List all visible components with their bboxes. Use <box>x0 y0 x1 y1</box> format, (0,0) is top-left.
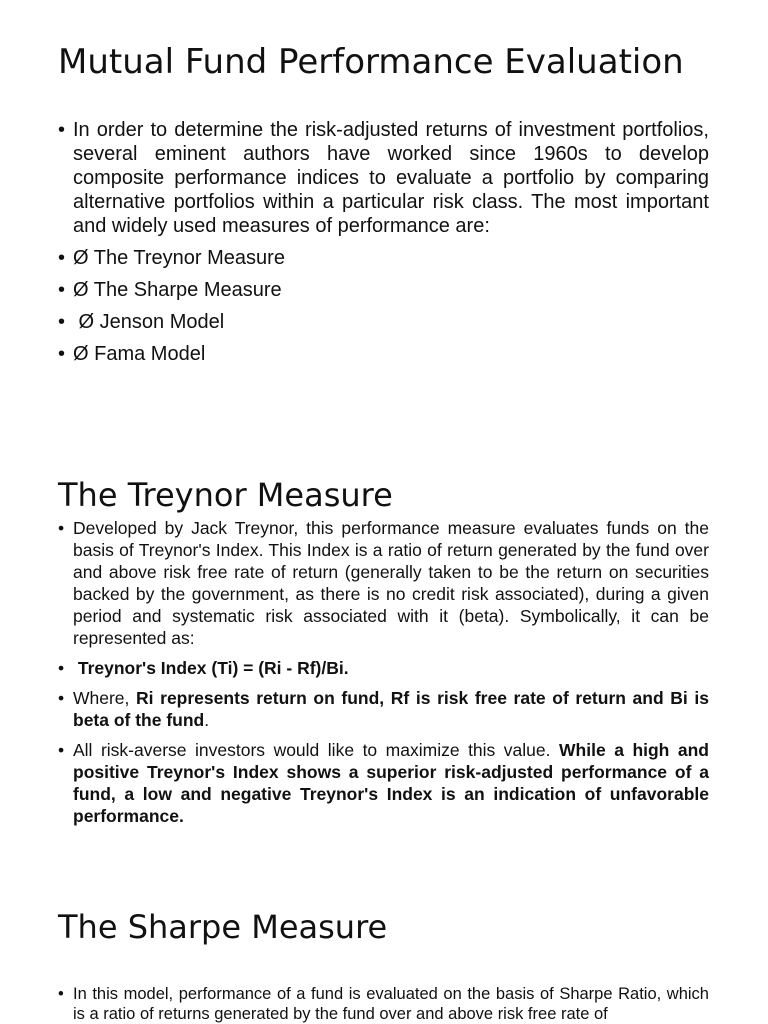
section-title-treynor: The Treynor Measure <box>58 476 393 514</box>
treynor-where <box>58 687 709 731</box>
where-prefix: Where, <box>73 688 137 708</box>
where-definitions: Ri represents return on fund, Rf is risk free rate of return and Bi is beta of the fund <box>73 688 709 730</box>
measure-item-jenson: • Ø Jenson Model <box>58 310 709 334</box>
treynor-description: • Developed by Jack Treynor, this performance measure evaluates funds on the basis of Treynor's Index. This Index is a ratio of return generated by the fund over and above risk free rate of return (generally taken to be the return on securities backed by the government, as there is no credit risk associated), during a given period and systematic risk associated with it (beta). Symbolically, it can be represented as: <box>58 517 709 649</box>
intro-paragraph: • In order to determine the risk-adjusted returns of investment portfolios, several eminent authors have worked since 1960s to develop composite performance indices to evaluate a portfolio by comparing alternative portfolios within a particular risk class. The most important and widely used measures of performance are: <box>58 118 709 238</box>
formula-text: Treynor's Index (Ti) = (Ri - Rf)/Bi. <box>73 658 349 678</box>
sharpe-description: • In this model, performance of a fund is evaluated on the basis of Sharpe Ratio, which is a ratio of returns generated by the fund over and above risk free rate of <box>58 984 709 1024</box>
section-title-sharpe: The Sharpe Measure <box>58 908 388 946</box>
treynor-interpretation <box>58 739 709 827</box>
evaluation-bullet-list <box>58 118 709 374</box>
measure-item-treynor: • Ø The Treynor Measure <box>58 246 709 270</box>
treynor-bullet-list <box>58 517 709 835</box>
section-title-performance-evaluation: Mutual Fund Performance Evaluation <box>58 42 684 82</box>
where-suffix: . <box>204 710 210 730</box>
sharpe-bullet-list <box>58 984 709 1024</box>
measure-item-sharpe: • Ø The Sharpe Measure <box>58 278 709 302</box>
treynor-formula <box>58 657 709 679</box>
interpretation-plain: All risk-averse investors would like to maximize this value. <box>73 740 560 760</box>
measure-item-fama: • Ø Fama Model <box>58 342 709 366</box>
interpretation-bold: While a high and positive Treynor's Index shows a superior risk-adjusted performance of a fund, a low and negative Treynor's Index is an indication of unfavorable performance. <box>73 740 709 826</box>
